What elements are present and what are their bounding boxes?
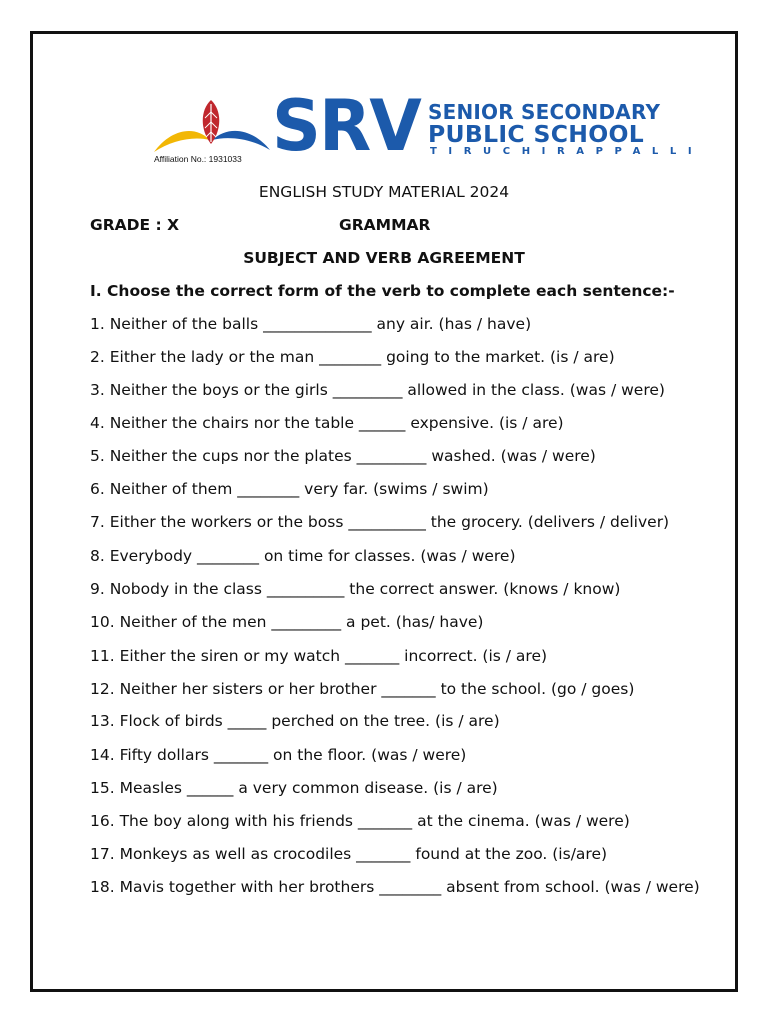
question-item: 8. Everybody ________ on time for classes. (was / were) bbox=[90, 547, 516, 565]
school-name-line2: PUBLIC SCHOOL bbox=[428, 120, 645, 148]
question-item: 18. Mavis together with her brothers ________ absent from school. (was / were) bbox=[90, 878, 700, 896]
question-item: 7. Either the workers or the boss __________ the grocery. (delivers / deliver) bbox=[90, 513, 670, 531]
question-item: 1. Neither of the balls ______________ any air. (has / have) bbox=[90, 315, 532, 333]
question-item: 6. Neither of them ________ very far. (swims / swim) bbox=[90, 480, 489, 498]
question-item: 4. Neither the chairs nor the table ______ expensive. (is / are) bbox=[90, 414, 564, 432]
question-item: 2. Either the lady or the man ________ going to the market. (is / are) bbox=[90, 348, 615, 366]
school-logo bbox=[150, 85, 704, 167]
question-item: 3. Neither the boys or the girls _________ allowed in the class. (was / were) bbox=[90, 381, 665, 399]
question-item: 17. Monkeys as well as crocodiles _______ found at the zoo. (is/are) bbox=[90, 845, 608, 863]
question-item: 12. Neither her sisters or her brother _______ to the school. (go / goes) bbox=[90, 680, 635, 698]
subject-label: GRAMMAR bbox=[339, 216, 431, 234]
topic-heading: SUBJECT AND VERB AGREEMENT bbox=[243, 249, 525, 267]
question-item: 16. The boy along with his friends _______ at the cinema. (was / were) bbox=[90, 812, 630, 830]
school-name-srv: SRV bbox=[272, 85, 420, 167]
question-item: 15. Measles ______ a very common disease. (is / are) bbox=[90, 779, 498, 797]
question-item: 10. Neither of the men _________ a pet. (has/ have) bbox=[90, 613, 484, 631]
question-item: 13. Flock of birds _____ perched on the tree. (is / are) bbox=[90, 712, 500, 730]
question-item: 5. Neither the cups nor the plates _________ washed. (was / were) bbox=[90, 447, 596, 465]
school-name-line1: SENIOR SECONDARY bbox=[428, 100, 661, 124]
question-item: 11. Either the siren or my watch _______ incorrect. (is / are) bbox=[90, 647, 548, 665]
school-emblem-icon bbox=[150, 96, 272, 158]
grade-label: GRADE : X bbox=[90, 216, 180, 234]
exercise-instruction: I. Choose the correct form of the verb to complete each sentence:- bbox=[90, 282, 675, 300]
school-city: TIRUCHIRAPPALLI bbox=[430, 146, 704, 157]
question-item: 9. Nobody in the class __________ the correct answer. (knows / know) bbox=[90, 580, 621, 598]
affiliation-number: Affiliation No.: 1931033 bbox=[154, 154, 242, 164]
document-title: ENGLISH STUDY MATERIAL 2024 bbox=[258, 183, 510, 201]
question-item: 14. Fifty dollars _______ on the floor. (was / were) bbox=[90, 746, 467, 764]
